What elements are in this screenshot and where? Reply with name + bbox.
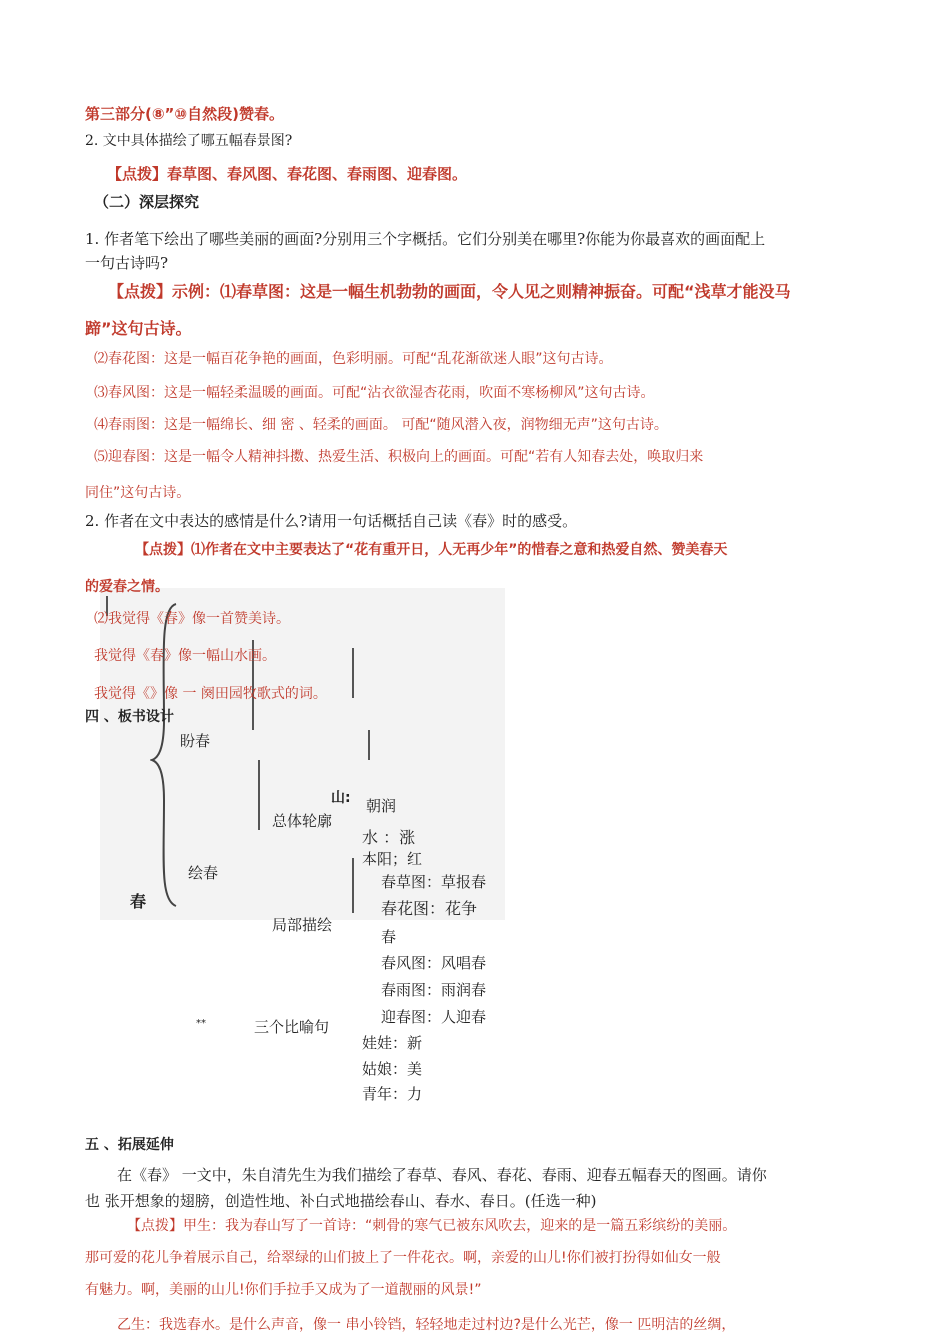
- answer-1-item4: ⑷春雨图：这是一幅绵长、细 密 、轻柔的画面。 可配“随风潜入夜，润物细无声”这句古诗。: [94, 417, 668, 433]
- extension-answer-line1: 【点拨】甲生：我为春山写了一首诗：“刺骨的寒气已被东风吹去，迎来的是一篇五彩缤纷的美丽。: [127, 1218, 737, 1234]
- board-metaphor-1: 娃娃：新: [362, 1034, 423, 1052]
- board-taiyang: 本阳；红: [362, 850, 423, 868]
- extension-answer-line3: 有魅力。啊，美丽的山儿!你们手拉手又成为了一道靓丽的风景!”: [85, 1282, 482, 1298]
- board-item-yingchun: 迎春图：人迎春: [381, 1008, 487, 1026]
- deep-heading: （二）深层探究: [94, 193, 200, 211]
- scan-mark: [258, 760, 260, 830]
- answer-1-item2: ⑵春花图：这是一幅百花争艳的画面，色彩明丽。可配“乱花渐欲迷人眼”这句古诗。: [94, 351, 613, 367]
- answer-2: 【点拨】春草图、春风图、春花图、春雨图、迎春图。: [107, 165, 468, 183]
- board-item-yutu: 春雨图：雨润春: [381, 981, 487, 999]
- board-huichun: 绘春: [188, 864, 219, 882]
- part3-heading: 第三部分(⑧”⑩自然段)赞春。: [85, 105, 284, 123]
- answer-3-item2c: 我觉得《》像 一 阕田园牧歌式的词。: [94, 686, 327, 702]
- extension-p1-line1: 在《春》 一文中，朱自清先生为我们描绘了春草、春风、春花、春雨、迎春五幅春天的图画。请你: [117, 1166, 767, 1184]
- answer-1-line1: 【点拨】示例：⑴春草图：这是一幅生机勃勃的画面，令人见之则精神振奋。可配“浅草才能没马: [108, 282, 791, 301]
- board-item-huatu: 春花图：花争: [381, 899, 478, 918]
- board-sange: 三个比喻句: [254, 1018, 330, 1036]
- board-shui: 水 ：涨: [362, 828, 416, 847]
- board-metaphor-2: 姑娘：美: [362, 1060, 423, 1078]
- answer-3-item2b: 我觉得《春》像一幅山水画。: [94, 648, 276, 664]
- answer-3-line2: 的爱春之情。: [85, 579, 169, 595]
- question-2: 2. 文中具体描绘了哪五幅春景图?: [85, 133, 293, 149]
- board-item-caotu: 春草图：草报春: [381, 873, 487, 891]
- board-item-huatu-cont: 春: [381, 928, 397, 946]
- answer-1-item5-line2: 同住”这句古诗。: [85, 485, 191, 501]
- answer-3-item2a: ⑵我觉得《春》像一首赞美诗。: [94, 611, 290, 627]
- board-zongti: 总体轮廓: [272, 812, 333, 830]
- extension-answer-line2: 那可爱的花儿争着展示自己，给翠绿的山们披上了一件花衣。啊，亲爱的山儿!你们被打扮得如仙女一般: [85, 1250, 721, 1266]
- board-heading: 四 、板书设计: [85, 709, 174, 725]
- board-jubu: 局部描绘: [272, 916, 333, 934]
- extension-p1-line2: 也 张开想象的翅膀，创造性地、补白式地描绘春山、春水、春日。(任选一种): [85, 1192, 597, 1210]
- answer-1-item5-line1: ⑸迎春图：这是一幅令人精神抖擞、热爱生活、积极向上的画面。可配“若有人知春去处，唤取归来: [94, 449, 704, 465]
- answer-1-line2: 蹄”这句古诗。: [85, 319, 192, 338]
- scan-mark: [368, 730, 370, 760]
- board-item-fengtu: 春风图：风唱春: [381, 954, 487, 972]
- board-mark: **: [196, 1018, 206, 1029]
- question-1-line2: 一句古诗吗?: [85, 254, 169, 272]
- board-metaphor-3: 青年：力: [362, 1085, 423, 1103]
- question-1-line1: 1. 作者笔下绘出了哪些美丽的画面?分别用三个字概括。它们分别美在哪里?你能为你最喜欢的画面配上: [85, 230, 766, 248]
- scan-mark: [352, 858, 354, 913]
- answer-1-item3: ⑶春风图：这是一幅轻柔温暖的画面。可配“沾衣欲湿杏花雨，吹面不寒杨柳风”这句古诗。: [94, 385, 655, 401]
- extension-heading: 五 、拓展延伸: [85, 1137, 174, 1153]
- scan-mark: [352, 648, 354, 698]
- board-shan-value: 朝润: [366, 797, 397, 815]
- board-shan-label: 山:: [331, 790, 351, 806]
- question-3: 2. 作者在文中表达的感情是什么?请用一句话概括自己读《春》时的感受。: [85, 512, 578, 530]
- answer-3-line1: 【点拨】⑴作者在文中主要表达了“花有重开日，人无再少年”的惜春之意和热爱自然、赞美春天: [135, 542, 728, 558]
- board-chun: 春: [130, 892, 147, 911]
- extension-answer-b-line1: 乙生：我选春水。是什么声音，像一 串小铃铛，轻轻地走过村边?是什么光芒，像一 匹明洁的丝绸，: [117, 1317, 736, 1333]
- board-panchun: 盼春: [180, 732, 211, 750]
